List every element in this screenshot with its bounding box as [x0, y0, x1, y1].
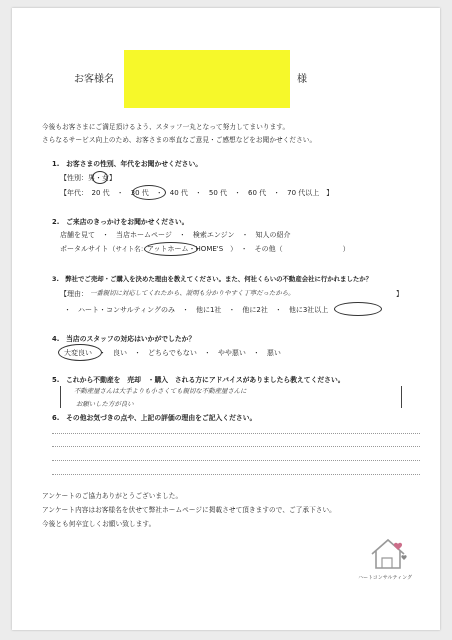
- q3-question: 3. 弊社でご売却・ご購入を決めた理由を教えてください。また、何社くらいの不動産会社に行かれましたか？: [52, 275, 373, 283]
- q1-age: 【年代： 20 代 ・ 30 代 ・ 40 代 ・ 50 代 ・ 60 代 ・ 70 代以上 】: [60, 189, 334, 197]
- customer-name-label: お客様名: [74, 74, 114, 85]
- circle-very-good: [58, 344, 102, 361]
- q2-options-line-1: 店舗を見て ・ 当店ホームページ ・ 検索エンジン ・ 知人の紹介: [60, 231, 291, 239]
- logo-text: ハートコンサルティング: [358, 575, 413, 581]
- footer-line-3: 今後とも何卒宜しくお願い致します。: [42, 520, 156, 528]
- intro-line-1: 今後もお客さまにご満足頂けるよう、スタッフ一丸となって努力してまいります。: [42, 123, 290, 131]
- honorific-suffix: 様: [297, 74, 307, 85]
- house-logo-icon: [368, 534, 408, 574]
- q1-gender: 【性別：男・女】: [60, 174, 116, 182]
- q5-question: 5. これから不動産を 売却 ・購入 される方にアドバイスがありましたら教えてください。: [52, 376, 345, 384]
- q3-reason-label: 【理由：: [60, 290, 88, 298]
- circle-athome: [144, 242, 198, 256]
- redacted-name-highlight: [124, 50, 290, 108]
- survey-sheet: [12, 8, 440, 630]
- footer-line-1: アンケートのご協力ありがとうございました。: [42, 492, 183, 500]
- q1-question: 1. お客さまの性別、年代をお聞かせください。: [52, 160, 203, 168]
- circle-3-or-more: [334, 302, 382, 316]
- q6-answer-line-2: [52, 446, 420, 447]
- footer-line-2: アンケート内容はお客様名を伏せて弊社ホームページに掲載させて頂きますので、ご了承下さい。: [42, 506, 336, 514]
- q2-options-line-2: ポータルサイト（サイト名：アットホーム・HOME'S ） ・ その他（ ）: [60, 245, 350, 253]
- q4-options: 大変良い ・ 良い ・ どちらでもない ・ やや悪い ・ 悪い: [64, 349, 281, 357]
- q5-handwritten-line-2: お願いした方が良い: [76, 400, 134, 408]
- q2-question: 2. ご来店のきっかけをお聞かせください。: [52, 218, 189, 226]
- q6-question: 6. その他お気づきの点や、上記の評価の理由をご記入ください。: [52, 414, 257, 422]
- q6-answer-line-1: [52, 433, 420, 434]
- q3-options: ・ ハート・コンサルティングのみ ・ 他に1社 ・ 他に2社 ・ 他に3社以上: [64, 306, 329, 314]
- circle-male: [92, 171, 108, 184]
- intro-line-2: さらなるサービス向上のため、お客さまの率直なご意見・ご感想などをお聞かせください。: [42, 136, 317, 144]
- q3-reason-handwritten: 一番親切に対応してくれたから、説明も分かりやすく丁寧だったから。: [90, 289, 295, 297]
- q4-question: 4. 当店のスタッフの対応はいかがでしたか？: [52, 335, 196, 343]
- q3-reason-end: 】: [396, 290, 403, 298]
- q6-answer-line-3: [52, 460, 420, 461]
- circle-30s: [132, 185, 166, 200]
- q6-answer-line-4: [52, 474, 420, 475]
- q5-handwritten-line-1: 不動産屋さんは大手よりも小さくても親切な不動産屋さんに: [74, 387, 247, 395]
